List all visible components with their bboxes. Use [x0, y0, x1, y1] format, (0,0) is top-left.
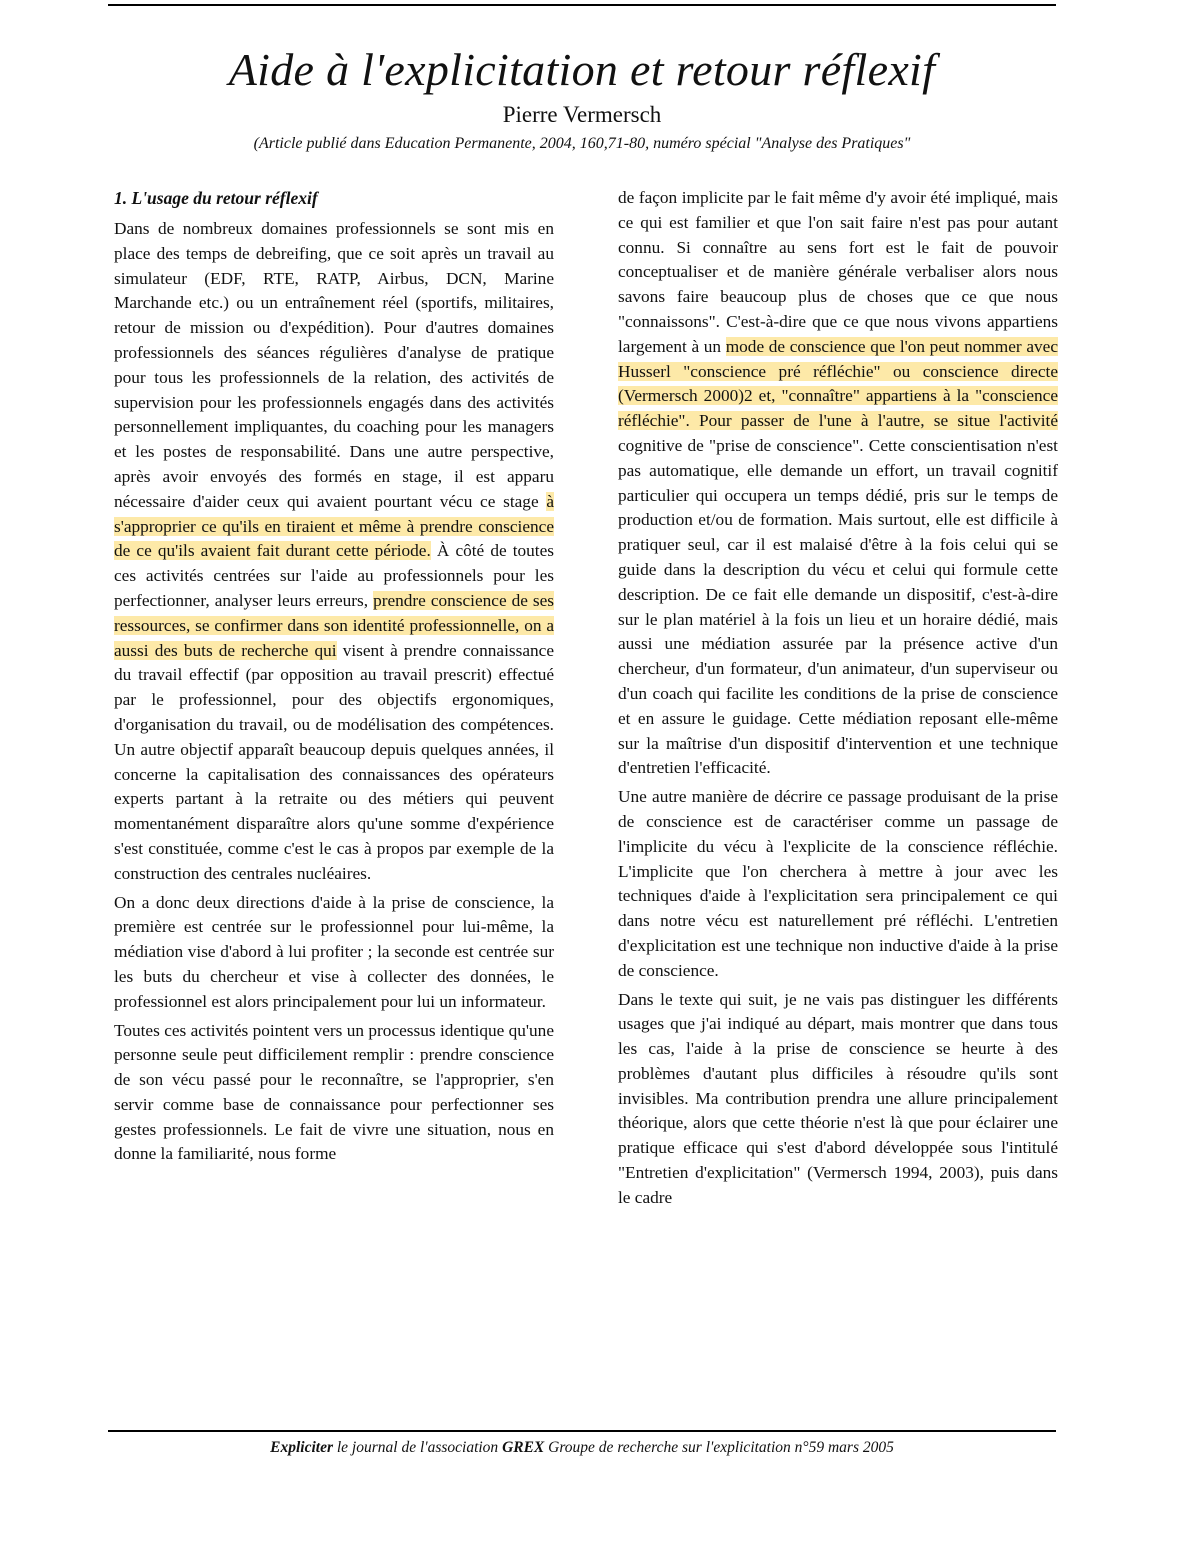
author-name: Pierre Vermersch: [502, 102, 662, 127]
left-column: [114, 186, 554, 1171]
section-heading: 1. L'usage du retour réflexif: [114, 188, 318, 208]
right-column: [618, 186, 1058, 1215]
text-run: visent à prendre connaissance du travail effectif (par opposition au travail prescrit) effectué par le professionnel, pour des objectifs ergonomiques, d'organisation du travail, ou de modélisation des compétences. Un autre objectif apparaît beaucoup depuis quelques années, il concerne la capitalisation des connaissances des opérateurs experts partant à la retraite ou des métiers qui peuvent momentanément disparaître alors qu'une somme d'expérience s'est constituée, comme c'est le cas à propos par exemple de la construction des centrales nucléaires.: [114, 640, 554, 883]
article-title: Aide à l'explicitation et retour réflexif: [228, 44, 936, 95]
association-name: GREX: [502, 1439, 545, 1456]
paragraph: [114, 217, 554, 887]
footer-text: Groupe de recherche sur l'explicitation n°59 mars 2005: [544, 1439, 894, 1456]
text-run: Dans de nombreux domaines professionnels se sont mis en place des temps de debreifing, que ce soit après un travail au simulateur (EDF, RTE, RATP, Airbus, DCN, Marine Marchande etc.) ou un entraînement réel (sportifs, militaires, retour de mission ou d'expédition). Pour d'autres domaines professionnels des séances régulières d'analyse de pratique pour tous les professionnels de la relation, des activités de supervision pour les professionnels engagés dans des activités personnellement impliquantes, du coaching pour les managers et les postes de responsabilité. Dans une autre perspective, après avoir envoyés des formés en stage, il est apparu nécessaire d'aider ceux qui avaient pourtant vécu ce stage: [114, 219, 554, 511]
text-run: de façon implicite par le fait même d'y avoir été impliqué, mais ce qui est familier et que l'on sait faire n'est pas pour autant connu. Si connaître au sens fort est le fait de pouvoir conceptualiser et de manière générale verbaliser alors nous savons faire beaucoup plus de choses que ce que nous "connaissons". C'est-à-dire que ce que nous vivons appartiens largement à un: [618, 188, 1058, 356]
highlighted-text: à s'approprier ce qu'ils en tiraient et même à prendre conscience de ce qu'ils avaient fait durant cette période.: [114, 491, 554, 561]
highlighted-text: mode de conscience que l'on peut nommer avec Husserl "conscience pré réfléchie" ou conscience directe (Vermersch 2000)2 et, "connaître" appartiens à la "conscience réfléchie". Pour passer de l'une à l'autre, se situe l'activité: [618, 336, 1058, 431]
top-rule: [108, 4, 1056, 6]
paragraph: Une autre manière de décrire ce passage produisant de la prise de conscience est de caractériser comme un passage de l'implicite du vécu à l'explicite de la conscience réfléchie. L'implicite que l'on cherchera à mettre à jour avec les techniques d'aide à l'explicitation sera principalement ce qui dans notre vécu est naturellement pré réfléchi. L'entretien d'explicitation est une technique non inductive d'aide à la prise de conscience.: [618, 787, 1058, 980]
paragraph: [618, 186, 1058, 781]
bottom-rule: [108, 1430, 1056, 1432]
paragraph: On a donc deux directions d'aide à la prise de conscience, la première est centrée sur le professionnel pour lui-même, la médiation vise d'abord à lui profiter ; la seconde est centrée sur les buts du chercheur et vise à collecter des données, le professionnel est alors principalement pour lui un informateur.: [114, 892, 554, 1011]
footer-text: le journal de l'association: [332, 1439, 503, 1456]
page-footer: [108, 1437, 1056, 1459]
journal-name: Expliciter: [270, 1439, 333, 1456]
highlighted-text: prendre conscience de ses ressources, se confirmer dans son identité professionnelle, on a aussi des buts de recherche qui: [114, 590, 554, 660]
paragraph: Dans le texte qui suit, je ne vais pas distinguer les différents usages que j'ai indiqué au départ, mais montrer que dans tous les cas, l'aide à la prise de conscience se heurte à des problèmes d'autant plus difficiles à résoudre qu'ils sont invisibles. Ma contribution prendra une allure principalement théorique, alors que cette théorie n'est là que pour éclairer une pratique efficace qui s'est d'abord développée sous l'intitulé "Entretien d'explicitation" (Vermersch 1994, 2003), puis dans le cadre: [618, 989, 1058, 1207]
text-run: cognitive de "prise de conscience". Cette conscientisation n'est pas automatique, elle demande un effort, un travail cognitif particulier qui occupera un temps dédié, pris sur le temps de production et/ou de formation. Mais surtout, elle est difficile à pratiquer seul, car il est malaisé d'être à la fois celui qui se guide dans la description du vécu et celui qui formule cette description. De ce fait elle demande un dispositif, c'est-à-dire sur le plan matériel à la fois un lieu et un horaire dédié, mais aussi une médiation assurée par la présence active d'un chercheur, d'un formateur, d'un animateur, d'un superviseur ou d'un coach qui facilite les conditions de la prise de conscience et en assure le guidage. Cette médiation reposant elle-même sur la maîtrise d'un dispositif d'intervention et une technique d'entretien l'efficacité.: [618, 435, 1058, 778]
paragraph: Toutes ces activités pointent vers un processus identique qu'une personne seule peut difficilement remplir : prendre conscience de son vécu passé pour le reconnaître, se l'approprier, s'en servir comme base de connaissance pour perfectionner ses gestes professionnels. Le fait de vivre une situation, nous en donne la familiarité, nous forme: [114, 1020, 554, 1164]
text-run: À côté de toutes ces activités centrées sur l'aide au professionnels pour les perfectionner, analyser leurs erreurs,: [114, 541, 554, 610]
publication-note: (Article publié dans Education Permanente, 2004, 160,71-80, numéro spécial "Analyse des Pratiques": [253, 135, 911, 152]
